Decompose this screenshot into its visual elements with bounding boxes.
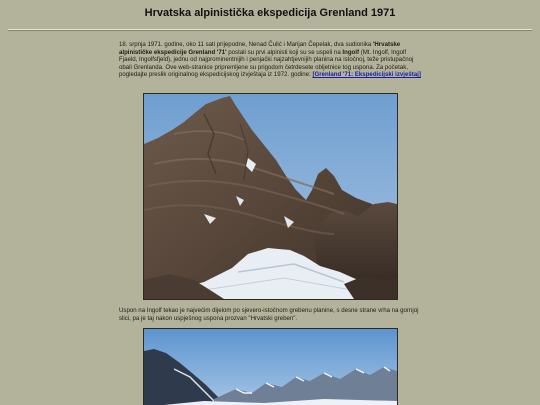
ingolf-mountain-photo: [143, 93, 398, 300]
intro-text-3: (Mt. Ingolf, Ingolf Fjaeld, Ingolfsfjeld), jednu od najprominentnijih i penjački najzahtjevnijih planina na istočnoj, teže pristupačnoj obali Grenlanda. Ove web-stranice pripremljene su prigodom četrdesete obljetnice tog uspona. Za početak, pogledajte preslik originalnog ekspedicijskog izvještaja iz 1972. godine:: [119, 48, 414, 78]
intro-paragraph: [119, 41, 423, 79]
expedition-report-link[interactable]: [Grenland '71: Ekspedicijski izvještaj]: [312, 71, 421, 78]
glacier-photo-image: [144, 329, 397, 405]
page-title: Hrvatska alpinistička ekspedicija Grenland 1971: [144, 7, 396, 19]
ingolf-photo-image: [144, 94, 397, 299]
intro-text-2: postali su prvi alpinisti koji su se uspeli na: [226, 48, 343, 56]
intro-text-1: 18. srpnja 1971. godine, oko 11 sati prijepodne, Nenad Čulić i Marijan Čepelak, dva sudionika: [119, 41, 373, 48]
horizontal-rule: [8, 29, 532, 31]
expedition-name: 'Hrvatske alpinističke ekspedicije Grenland '71': [119, 41, 401, 56]
glacier-panorama-photo: [143, 328, 398, 405]
ridge-caption: Uspon na Ingolf tekao je najvećim dijelom po sjevero-istočnom grebenu planine, s desne strane vrha na gornjoj slici, pa je taj nakon uspješnog uspona prozvan "Hrvatski greben".: [119, 307, 419, 322]
mountain-name: Ingolf: [342, 48, 359, 56]
